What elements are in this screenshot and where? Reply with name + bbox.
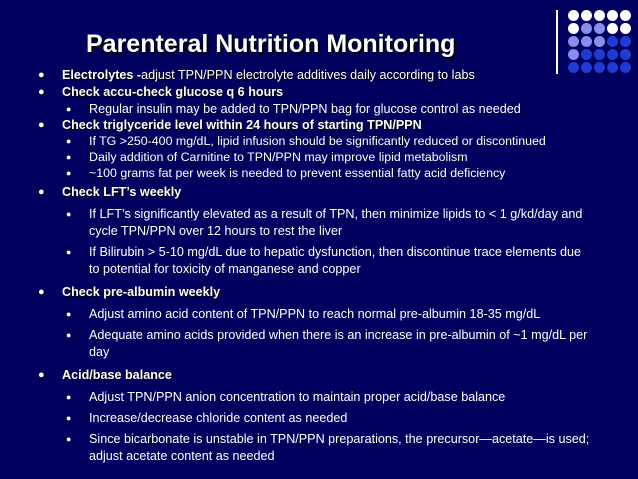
decor-dot (594, 23, 605, 34)
bullet-heading: Acid/base balance (62, 368, 172, 382)
sub-bullet: ● Adjust amino acid content of TPN/PPN to reach normal pre-albumin 18-35 mg/dL (38, 306, 628, 323)
decor-dot (568, 23, 579, 34)
decor-dot (620, 23, 631, 34)
sub-bullet: ● Adequate amino acids provided when there is an increase in pre-albumin of ~1 mg/dL per day (38, 327, 599, 361)
decor-dot (594, 10, 605, 21)
slide-title: Parenteral Nutrition Monitoring (86, 30, 456, 58)
decor-dot (581, 10, 592, 21)
decor-dot (607, 10, 618, 21)
decor-dot (594, 36, 605, 47)
bullet-text: adjust TPN/PPN electrolyte additives daily according to labs (141, 68, 475, 82)
sub-bullet: ● Adjust TPN/PPN anion concentration to maintain proper acid/base balance (38, 389, 628, 406)
decor-dot (620, 10, 631, 21)
sub-bullet: ● If Bilirubin > 5-10 mg/dL due to hepatic dysfunction, then discontinue trace elements due to potential for toxicity of manganese and copper (38, 244, 594, 278)
decor-dot (568, 49, 579, 60)
bullet-glucose (38, 85, 628, 100)
bullet-heading: Check pre-albumin weekly (62, 285, 221, 299)
sub-bullet: ● If LFT’s significantly elevated as a result of TPN, then minimize lipids to < 1 g/kd/day and cycle TPN/PPN over 12 hours to rest the liver (38, 206, 594, 240)
sub-bullet: ● ~100 grams fat per week is needed to prevent essential fatty acid deficiency (38, 165, 628, 181)
decor-dot (607, 23, 618, 34)
bullet-heading: Check accu-check glucose q 6 hours (62, 85, 284, 99)
bullet-prealbumin (38, 285, 628, 300)
decor-dot (581, 23, 592, 34)
bullet-electrolytes (38, 68, 628, 83)
sub-bullet: ● Daily addition of Carnitine to TPN/PPN may improve lipid metabolism (38, 149, 628, 165)
decor-dot (594, 49, 605, 60)
bullet-lft (38, 185, 628, 200)
decor-dot (568, 10, 579, 21)
decor-divider-line (556, 10, 558, 74)
sub-bullet: ● Regular insulin may be added to TPN/PPN bag for glucose control as needed (38, 101, 628, 118)
sub-bullet: ● Since bicarbonate is unstable in TPN/PPN preparations, the precursor—acetate—is used; adjust acetate content as needed (38, 431, 609, 465)
decor-dot (581, 49, 592, 60)
bullet-heading: Check triglyceride level within 24 hours of starting TPN/PPN (62, 118, 422, 132)
bullet-list (38, 66, 628, 465)
decor-dot (620, 36, 631, 47)
decor-dot (607, 49, 618, 60)
bullet-triglyceride (38, 118, 628, 133)
decor-dot (607, 36, 618, 47)
bullet-heading: Electrolytes - (62, 68, 142, 82)
bullet-acid-base (38, 368, 628, 383)
sub-bullet: ● Increase/decrease chloride content as needed (38, 410, 628, 427)
bullet-heading: Check LFT’s weekly (62, 185, 182, 199)
decor-dot (620, 49, 631, 60)
sub-bullet: ● If TG >250-400 mg/dL, lipid infusion should be significantly reduced or discontinued (38, 133, 559, 149)
decor-dot (581, 36, 592, 47)
decor-dot (568, 36, 579, 47)
